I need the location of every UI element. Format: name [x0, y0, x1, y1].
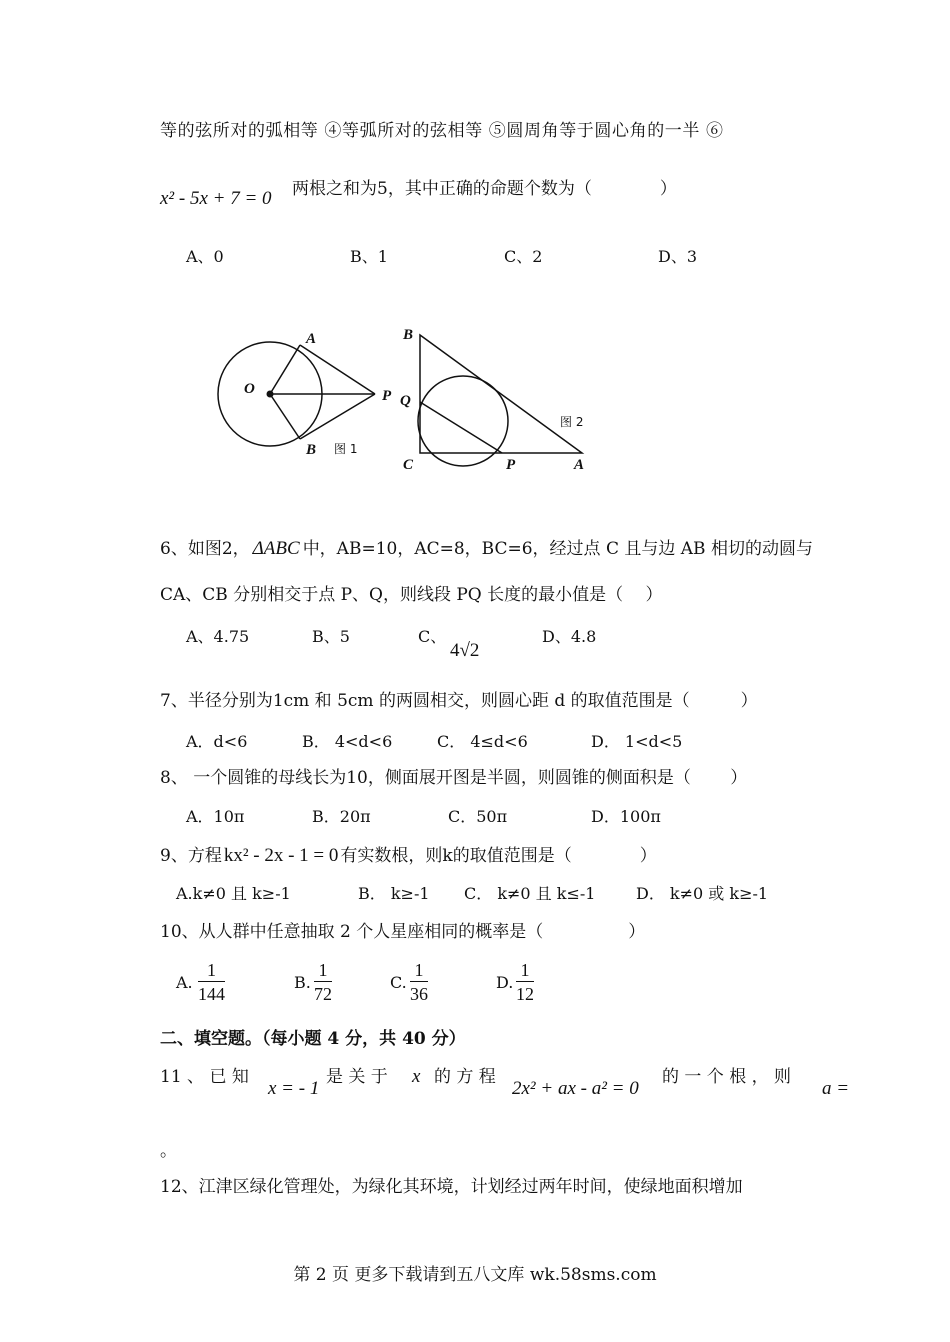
q9-prefix: 9、方程: [160, 846, 222, 866]
q11-m3-wrap: [512, 1078, 639, 1100]
q5-text: 两根之和为5，其中正确的命题个数为（ ）: [292, 179, 677, 199]
figure-1: [218, 342, 375, 446]
q8-option-c: C．50π: [448, 807, 508, 826]
q10-option-b-label: B.: [294, 973, 311, 992]
q5-option-d: D、3: [658, 247, 698, 266]
section-title: 二、填空题。（每小题 4 分，共 40 分）: [160, 1029, 466, 1049]
fig2-label-b: B: [403, 327, 414, 343]
q11-t4: 的 一 个 根 ， 则: [662, 1067, 792, 1087]
q6-option-c: C、: [418, 627, 447, 646]
q5-equation: [160, 188, 272, 210]
q8-text: 8、 一个圆锥的母线长为10，侧面展开图是半圆，则圆锥的侧面积是（ ）: [160, 768, 748, 788]
q11-m1: x = - 1: [268, 1078, 320, 1099]
q7-option-a: A．d<6: [186, 732, 248, 751]
q10-option-a-den: 144: [198, 984, 225, 1004]
q11-m3: 2x² + ax - a² = 0: [512, 1078, 639, 1099]
q6-option-c-value: [450, 640, 479, 662]
fig2-label-q: Q: [400, 393, 411, 409]
q10-option-c-den: 36: [410, 984, 428, 1004]
q6-option-d: D、4.8: [542, 627, 597, 646]
q10-option-d-label: D.: [496, 973, 514, 992]
fig1-radius-ob: [270, 394, 300, 439]
q7-option-b: B． 4<d<6: [302, 732, 393, 751]
q10-option-a-num: 1: [198, 960, 225, 982]
fig1-label-o: O: [244, 381, 255, 397]
q5-option-a: A、0: [186, 247, 224, 266]
q9-line: [160, 845, 657, 867]
fig2-label-p: P: [506, 457, 516, 473]
q10-option-c-fraction: [410, 960, 428, 1004]
q7-option-c: C． 4≤d<6: [437, 732, 528, 751]
q6-line1: [160, 538, 813, 560]
q9-equation: kx² - 2x - 1 = 0: [223, 845, 339, 866]
fig1-tangent-pb: [300, 394, 375, 439]
fig2-segment-pq: [420, 402, 502, 453]
fig2-caption: 图 2: [560, 415, 584, 429]
q10-option-d-num: 1: [516, 960, 534, 982]
fig2-triangle: [420, 335, 582, 453]
q11-t1: 11 、 已 知: [160, 1067, 249, 1087]
fig1-label-p: P: [382, 388, 392, 404]
q10-option-c-num: 1: [410, 960, 428, 982]
q11-end: 。: [160, 1141, 177, 1161]
q6-triangle: ΔABC: [252, 538, 300, 559]
q6-option-b: B、5: [312, 627, 350, 646]
fig1-label-b: B: [306, 442, 317, 458]
fig1-radius-oa: [270, 345, 300, 394]
q7-text: 7、半径分别为1cm 和 5cm 的两圆相交，则圆心距 d 的取值范围是（ ）: [160, 691, 758, 711]
figure-2: [418, 335, 582, 466]
q6-text: 中，AB=10，AC=8，BC=6，经过点 C 且与边 AB 相切的动圆与: [302, 539, 813, 559]
q10-option-b-num: 1: [314, 960, 332, 982]
q10-text: 10、从人群中任意抽取 2 个人星座相同的概率是（ ）: [160, 922, 646, 942]
fig1-tangent-pa: [300, 345, 375, 394]
q5-option-c: C、2: [504, 247, 543, 266]
q8-option-d: D．100π: [591, 807, 661, 826]
fig1-center-dot: [267, 391, 274, 398]
fig2-label-c: C: [403, 457, 414, 473]
q6-prefix: 6、如图2，: [160, 539, 250, 559]
q10-option-a-fraction: [198, 960, 225, 1004]
q8-option-a: A．10π: [186, 807, 245, 826]
q5-option-b: B、1: [350, 247, 388, 266]
q10-option-a-label: A.: [176, 973, 193, 992]
geometry-figures: [210, 320, 610, 480]
q10-option-d-den: 12: [516, 984, 534, 1004]
q7-option-d: D． 1<d<5: [591, 732, 683, 751]
statement-line: 等的弦所对的弧相等 ④等弧所对的弦相等 ⑤圆周角等于圆心角的一半 ⑥: [160, 121, 724, 141]
q9-option-d: D． k≠0 或 k≥-1: [636, 884, 769, 903]
q10-option-b-den: 72: [314, 984, 332, 1004]
page-footer: 第 2 页 更多下载请到五八文库 wk.58sms.com: [293, 1265, 657, 1285]
q11-t2: 是 关 于: [326, 1067, 388, 1087]
q10-option-c-label: C.: [390, 973, 407, 992]
q10-option-d-fraction: [516, 960, 534, 1004]
q11-m4: a =: [822, 1078, 850, 1099]
q5-equation-text: x² - 5x + 7 = 0: [160, 188, 272, 209]
q9-option-c: C． k≠0 且 k≤-1: [464, 884, 596, 903]
q6-option-a: A、4.75: [186, 627, 250, 646]
q11-m2-wrap: [412, 1066, 420, 1088]
q6-option-c-math: 4√2: [450, 640, 480, 661]
q6-line2: CA、CB 分别相交于点 P、Q，则线段 PQ 长度的最小值是（ ）: [160, 585, 663, 605]
fig1-label-a: A: [306, 331, 317, 347]
q12-text: 12、江津区绿化管理处，为绿化其环境，计划经过两年时间，使绿地面积增加: [160, 1177, 743, 1197]
q11-m1-wrap: [268, 1078, 319, 1100]
fig1-caption: 图 1: [334, 442, 358, 456]
q9-text: 有实数根，则k的取值范围是（ ）: [340, 846, 657, 866]
q8-option-b: B．20π: [312, 807, 371, 826]
q9-option-a: A.k≠0 且 k≥-1: [176, 884, 291, 903]
q10-option-b-fraction: [314, 960, 332, 1004]
q9-option-b: B． k≥-1: [358, 884, 430, 903]
q11-t3: 的 方 程: [434, 1067, 496, 1087]
q11-m4-wrap: [822, 1078, 849, 1100]
fig2-label-a: A: [574, 457, 585, 473]
q11-m2: x: [412, 1066, 421, 1087]
